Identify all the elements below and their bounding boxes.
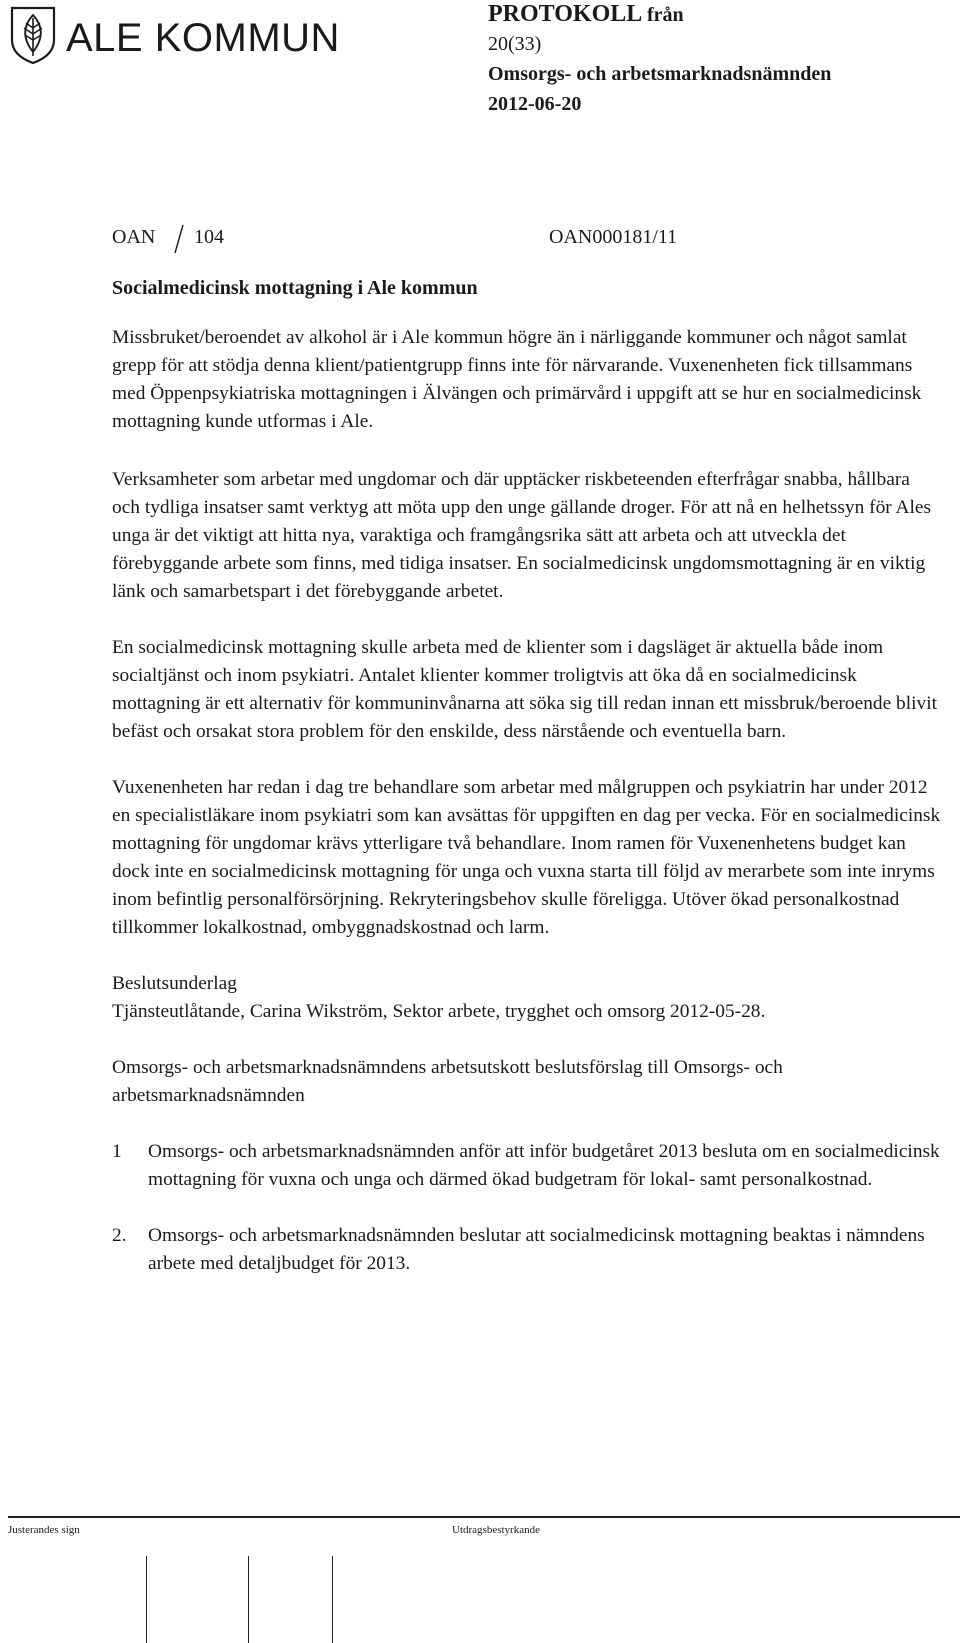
board-name: Omsorgs- och arbetsmarknadsnämnden bbox=[488, 63, 832, 85]
signature-divider bbox=[332, 1556, 333, 1643]
page-title: Socialmedicinsk mottagning i Ale kommun bbox=[112, 277, 478, 299]
case-number: 104 bbox=[194, 226, 224, 248]
signature-label: Justerandes sign bbox=[8, 1524, 80, 1536]
document-type bbox=[488, 0, 831, 29]
body-paragraph: Vuxenenheten har redan i dag tre behandlare som arbetar med målgruppen och psykiatrin har under 2012 en specialistläkare inom psykiatri som kan avsättas för uppgiften en dag per vecka. För en socialmedicinsk mottagning för ungdomar krävs ytterligare två behandlare. Inom ramen för Vuxenenhetens budget kan dock inte en socialmedicinsk mottagning för unga och vuxna starta till följd av merarbete som inte inryms inom befintlig personalförsörjning. Rekryteringsbehov skulle föreligga. Utöver ökad personalkostnad tillkommer lokalkostnad, ombyggnadskostnad och larm. bbox=[112, 777, 941, 938]
page-number: 20(33) bbox=[488, 33, 542, 55]
footer-divider bbox=[8, 1516, 960, 1518]
document-header bbox=[488, 0, 831, 119]
ale-kommun-logo bbox=[8, 6, 398, 64]
body-paragraph: Verksamheter som arbetar med ungdomar och där upptäcker riskbeteenden efterfrågar snabba, hållbara och tydliga insatser samt verktyg att möta upp den unge gällande droger. För att nå en helhetssyn för Ales unga är det viktigt att hitta nya, varaktiga och framgångsrika sätt att arbeta och att utveckla det förebyggande arbete som finns, med tidiga insatser. En socialmedicinsk ungdomsmottagning är en viktig länk och samarbetspart i det förebyggande arbetet. bbox=[112, 469, 932, 602]
proposal-intro: Omsorgs- och arbetsmarknadsnämndens arbetsutskott beslutsförslag till Omsorgs- och arbetsmarknadsnämnden bbox=[112, 1057, 783, 1106]
list-item bbox=[112, 1222, 942, 1278]
logo-wordmark: ALE KOMMUN bbox=[66, 16, 340, 60]
list-item-number: 2. bbox=[112, 1225, 127, 1246]
municipal-seal-icon bbox=[8, 6, 58, 64]
body-paragraph: En socialmedicinsk mottagning skulle arbeta med de klienter som i dagsläget är aktuella både inom socialtjänst och inom psykiatri. Antalet klienter kommer troligtvis att öka då en socialmedicinsk mottagning är ett alternativ för kommuninvånarna att söka sig till redan innan ett missbruk/beroende blivit befäst och orsakat stora problem för den enskilde, dess närstående och eventuella barn. bbox=[112, 637, 937, 742]
body-paragraph: Missbruket/beroendet av alkohol är i Ale kommun högre än i närliggande kommuner och något samlat grepp för att stödja denna klient/patientgrupp finns inte för närvarande. Vuxenenheten fick tillsammans med Öppenpsykiatriska mottagningen i Älvängen och primärvård i uppgift att se hur en socialmedicinsk mottagning kunde utformas i Ale. bbox=[112, 327, 922, 432]
document-type-label: PROTOKOLL bbox=[488, 1, 641, 27]
list-item-text: Omsorgs- och arbetsmarknadsnämnden beslutar att socialmedicinsk mottagning beaktas i nämndens arbete med detaljbudget för 2013. bbox=[148, 1225, 925, 1274]
case-row bbox=[112, 224, 712, 250]
list-item-number: 1 bbox=[112, 1141, 122, 1162]
section-mark-icon bbox=[172, 224, 186, 254]
list-item bbox=[112, 1138, 942, 1194]
case-prefix: OAN bbox=[112, 226, 156, 248]
basis-text: Tjänsteutlåtande, Carina Wikström, Sektor arbete, trygghet och omsorg 2012-05-28. bbox=[112, 1001, 766, 1022]
basis-heading: Beslutsunderlag bbox=[112, 973, 237, 994]
document-type-suffix: från bbox=[646, 4, 684, 26]
case-reference: OAN000181/11 bbox=[549, 226, 678, 248]
signature-divider bbox=[146, 1556, 147, 1643]
document-body bbox=[112, 275, 942, 1306]
meeting-date: 2012-06-20 bbox=[488, 93, 582, 115]
list-item-text: Omsorgs- och arbetsmarknadsnämnden anför att inför budgetåret 2013 besluta om en socialmedicinsk mottagning för vuxna och unga och därmed ökad budgetram för lokal- samt personalkostnad. bbox=[148, 1141, 940, 1190]
signature-divider bbox=[248, 1556, 249, 1643]
certification-label: Utdragsbestyrkande bbox=[452, 1524, 540, 1536]
signature-footer bbox=[0, 1516, 960, 1643]
decision-list bbox=[112, 1138, 942, 1278]
